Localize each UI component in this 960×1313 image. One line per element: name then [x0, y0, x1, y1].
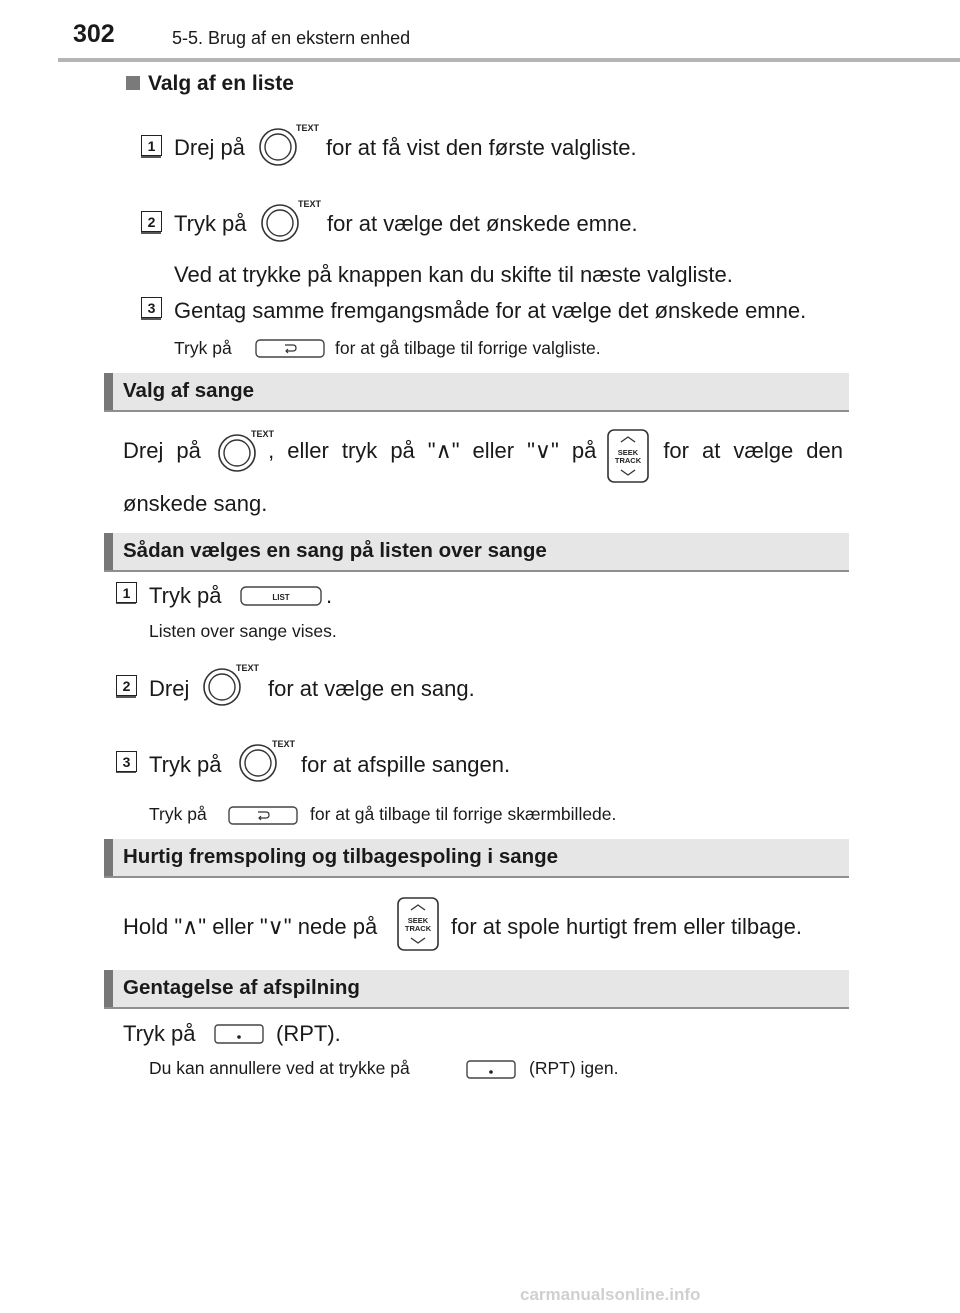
step-note: Listen over sange vises.: [149, 621, 337, 641]
section-header-songs: [104, 373, 849, 412]
list-button-icon: [240, 586, 322, 606]
step-number: 1: [116, 582, 137, 603]
step-text: for at afspille sangen.: [301, 752, 511, 777]
section-title: Valg af sange: [123, 379, 255, 402]
repeat-note: Du kan annullere ved at trykke på: [149, 1058, 410, 1078]
bullet-square-icon: [126, 76, 140, 90]
page-number: 302: [73, 20, 115, 48]
back-button-icon: [255, 339, 325, 358]
header-rule: [58, 58, 960, 62]
svg-text:TEXT: TEXT: [251, 429, 275, 439]
step-text: for at vælge en sang.: [268, 676, 475, 701]
section-title: Gentagelse af afspilning: [123, 976, 360, 999]
back-button-icon: [228, 806, 298, 825]
text-knob-icon: [256, 122, 322, 168]
note-text: for at gå tilbage til forrige valgliste.: [335, 338, 601, 358]
step-line: [116, 696, 136, 698]
step-text: for at vælge det ønskede emne.: [327, 211, 638, 236]
step-text: Tryk på: [174, 211, 247, 236]
step-text: for at få vist den første valgliste.: [326, 135, 637, 160]
step-text: Tryk på: [149, 752, 222, 777]
ffrew-text: Hold "∧" eller "∨" nede på: [123, 914, 378, 939]
step-line: [141, 156, 161, 158]
section-header-songlist: [104, 533, 849, 572]
step-line: [141, 318, 161, 320]
step-text: .: [326, 583, 333, 608]
svg-text:TRACK: TRACK: [404, 924, 432, 933]
repeat-text: (RPT).: [276, 1021, 341, 1046]
step-text: Tryk på: [149, 583, 222, 608]
step-text: Gentag samme fremgangsmåde for at vælge det ønskede emne.: [174, 298, 807, 323]
rpt-button-icon: [214, 1024, 264, 1044]
text-knob-icon: [213, 426, 279, 474]
rpt-button-icon: [466, 1060, 516, 1079]
section-title: Hurtig fremspoling og tilbagespoling i sange: [123, 845, 559, 868]
text-knob-icon: [200, 660, 266, 708]
svg-text:TEXT: TEXT: [298, 199, 322, 209]
section-header-ffrew: [104, 839, 849, 878]
watermark: carmanualsonline.info: [520, 1285, 701, 1304]
note-text: Tryk på: [149, 804, 207, 824]
step-extra-text: Ved at trykke på knappen kan du skifte til næste valgliste.: [174, 262, 733, 287]
text-knob-icon: [236, 736, 302, 784]
text-knob-icon: [258, 198, 324, 244]
songs-text-line2: ønskede sang.: [123, 491, 268, 516]
songs-justified-line: Drej på , eller tryk på "∧" eller "∨" på for at vælge den: [123, 438, 843, 463]
ffrew-text: for at spole hurtigt frem eller tilbage.: [451, 914, 802, 939]
step-number: 2: [141, 211, 162, 232]
section-title: Sådan vælges en sang på listen over sange: [123, 539, 547, 562]
step-number: 3: [116, 751, 137, 772]
svg-text:TEXT: TEXT: [272, 739, 296, 749]
svg-text:LIST: LIST: [272, 593, 290, 602]
repeat-note: (RPT) igen.: [529, 1058, 619, 1078]
step-text: Drej på: [174, 135, 245, 160]
repeat-text: Tryk på: [123, 1021, 196, 1046]
seek-track-button-icon: [396, 896, 440, 952]
svg-text:TRACK: TRACK: [614, 456, 642, 465]
step-line: [141, 232, 161, 234]
step-number: 3: [141, 297, 162, 318]
svg-text:TEXT: TEXT: [296, 123, 320, 133]
note-text: for at gå tilbage til forrige skærmbillede.: [310, 804, 617, 824]
section-header-repeat: [104, 970, 849, 1009]
chapter-title: 5-5. Brug af en ekstern enhed: [172, 28, 411, 48]
step-number: 2: [116, 675, 137, 696]
subheading-list: Valg af en liste: [148, 72, 294, 95]
svg-text:TEXT: TEXT: [236, 663, 260, 673]
step-number: 1: [141, 135, 162, 156]
svg-text:SEEK: SEEK: [617, 448, 639, 457]
seek-track-button-icon: [606, 428, 650, 484]
note-text: Tryk på: [174, 338, 232, 358]
svg-text:SEEK: SEEK: [407, 916, 429, 925]
step-text: Drej: [149, 676, 190, 701]
